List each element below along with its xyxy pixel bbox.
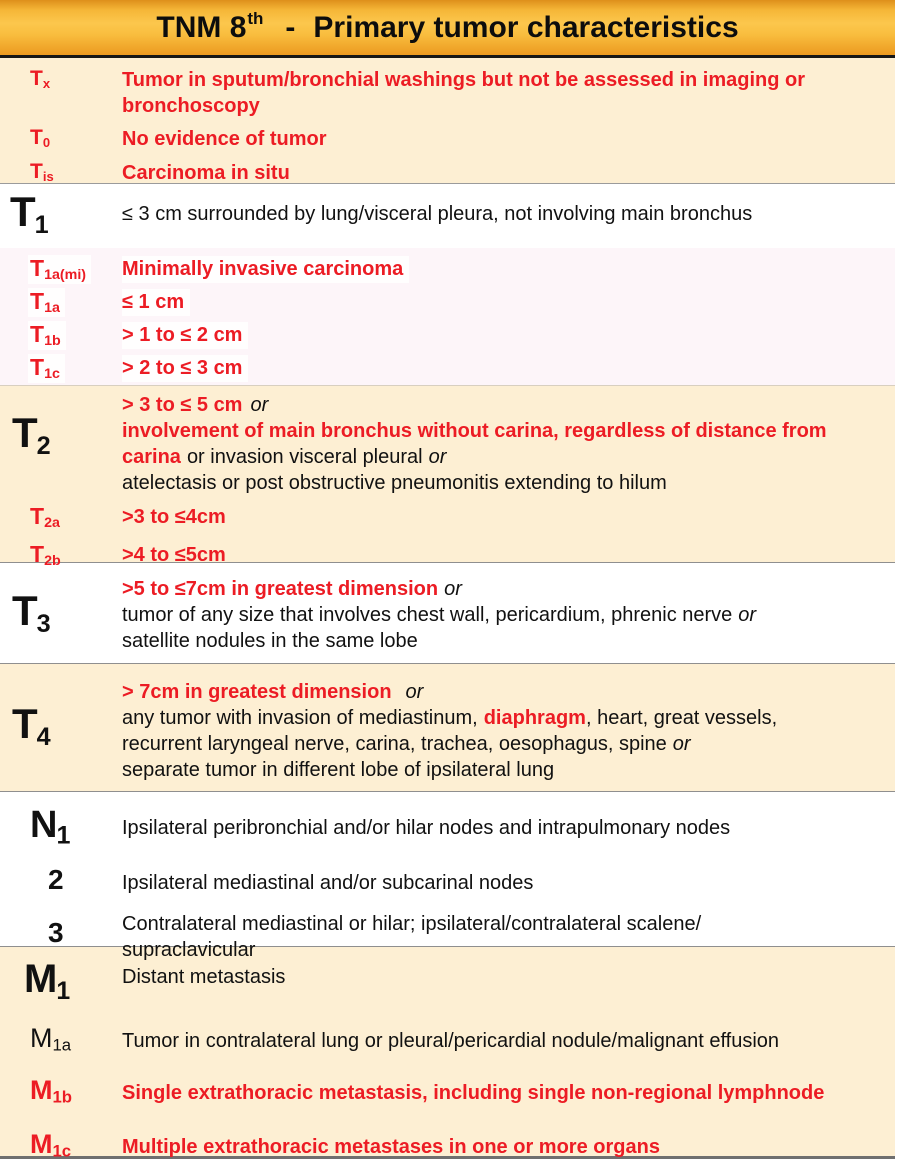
label-subscript: 0	[42, 134, 51, 150]
label-base: T	[30, 353, 45, 380]
section-t3	[0, 562, 895, 663]
table-row	[0, 863, 895, 896]
desc-line: Contralateral mediastinal or hilar; ipsilateral/contralateral scalene/	[122, 912, 702, 935]
section-t2	[0, 385, 895, 569]
title-superscript: th	[247, 8, 264, 28]
table-row	[0, 806, 895, 849]
section-t1-subcategories	[0, 248, 895, 385]
desc-tx	[122, 67, 895, 119]
label-subscript: 1b	[52, 1087, 73, 1107]
row-label-t2	[0, 392, 122, 459]
desc-t0	[122, 126, 895, 152]
desc-line: satellite nodules in the same lobe	[122, 630, 418, 652]
label-base: 2	[48, 863, 64, 895]
label-base: M	[30, 1128, 53, 1159]
row-label-tx	[0, 67, 122, 92]
desc-t1	[122, 184, 895, 227]
label-subscript: 2b	[44, 552, 61, 569]
row-label-tis	[0, 160, 122, 185]
table-row	[0, 392, 895, 496]
label-base: T	[30, 126, 43, 149]
label-base: T	[30, 320, 45, 347]
label-base: T	[12, 587, 37, 634]
desc-line: any tumor with invasion of mediastinum, diaphragm, heart, great vessels,	[122, 707, 778, 729]
label-subscript: 1	[56, 821, 71, 850]
table-row	[0, 286, 895, 319]
label-base: M	[30, 1075, 53, 1106]
desc-line: > 7cm in greatest dimension or	[122, 681, 424, 703]
desc-t1ami	[122, 256, 895, 283]
table-row	[0, 160, 895, 186]
label-subscript: 1b	[44, 332, 61, 349]
table-row	[0, 679, 895, 783]
title-dash: -	[285, 10, 296, 44]
label-subscript: 2	[36, 432, 51, 461]
row-label-t1a	[0, 288, 122, 318]
desc-line: involvement of main bronchus without carina, regardless of distance from	[122, 420, 827, 442]
table-row	[0, 253, 895, 286]
desc-m1b	[122, 1077, 895, 1106]
desc-line: No evidence of tumor	[122, 128, 327, 150]
desc-t4	[122, 679, 895, 783]
desc-tis	[122, 160, 895, 186]
section-tx-t0-tis	[0, 58, 895, 183]
title-subtitle: Primary tumor characteristics	[313, 10, 739, 44]
title-edition: TNM 8	[156, 10, 247, 44]
desc-line: Ipsilateral peribronchial and/or hilar nodes and intrapulmonary nodes	[122, 817, 731, 839]
label-base: T	[30, 287, 45, 314]
label-subscript: 1c	[44, 365, 60, 382]
desc-line: Distant metastasis	[122, 966, 286, 988]
label-subscript: x	[42, 75, 51, 91]
desc-t3	[122, 576, 895, 654]
desc-t1c	[122, 355, 895, 382]
label-base: M	[30, 1022, 53, 1053]
label-subscript: 1	[34, 211, 49, 240]
desc-line: > 3 to ≤ 5 cm or	[122, 394, 269, 416]
label-base: T	[30, 254, 45, 281]
table-row	[0, 1128, 895, 1159]
table-row	[0, 576, 895, 654]
desc-line: >4 to ≤5cm	[122, 544, 226, 566]
label-base: N	[30, 804, 57, 846]
row-label-t4	[0, 679, 122, 750]
desc-m1c	[122, 1131, 895, 1159]
desc-line: Single extrathoracic metastasis, including single non-regional lymphnode	[122, 1082, 825, 1105]
desc-line: > 1 to ≤ 2 cm	[122, 322, 248, 349]
table-row	[0, 184, 895, 238]
row-label-t1ami	[0, 255, 122, 285]
label-subscript: is	[42, 168, 54, 184]
row-label-n3	[0, 909, 122, 947]
row-label-m1	[0, 959, 122, 1005]
row-label-t0	[0, 126, 122, 151]
row-label-t1b	[0, 321, 122, 351]
desc-t1b	[122, 322, 895, 349]
desc-line: > 2 to ≤ 3 cm	[122, 355, 248, 382]
label-subscript: 1a(mi)	[44, 266, 87, 283]
table-row	[0, 126, 895, 152]
desc-n3	[122, 909, 895, 963]
row-label-n1	[0, 806, 122, 849]
section-t1	[0, 183, 895, 248]
desc-line: >5 to ≤7cm in greatest dimension or	[122, 578, 462, 600]
desc-n2	[122, 866, 895, 896]
table-row	[0, 500, 895, 534]
row-label-m1b	[0, 1077, 122, 1106]
label-base: T	[10, 188, 35, 235]
desc-line: Tumor in contralateral lung or pleural/pericardial nodule/malignant effusion	[122, 1029, 780, 1052]
table-row	[0, 352, 895, 385]
desc-line: bronchoscopy	[122, 95, 260, 117]
label-base: 3	[48, 916, 64, 948]
label-base: T	[30, 502, 45, 529]
label-base: T	[12, 700, 37, 747]
row-label-t2b	[0, 541, 122, 570]
row-label-t1	[0, 184, 122, 238]
desc-line: Multiple extrathoracic metastases in one or more organs	[122, 1135, 660, 1158]
desc-line: Minimally invasive carcinoma	[122, 256, 409, 283]
header-bar	[0, 0, 895, 58]
page-title	[156, 8, 739, 45]
desc-n1	[122, 806, 895, 841]
table-row	[0, 1077, 895, 1106]
label-base: M	[24, 957, 57, 1001]
desc-line: ≤ 1 cm	[122, 289, 190, 316]
desc-line: Carcinoma in situ	[122, 162, 290, 184]
desc-t2a	[122, 504, 895, 530]
section-t4	[0, 663, 895, 791]
label-subscript: 1a	[44, 299, 60, 316]
table-row	[0, 1022, 895, 1055]
desc-line: carina or invasion visceral pleural or	[122, 446, 447, 468]
section-m	[0, 946, 895, 1159]
label-base: T	[30, 67, 43, 90]
desc-line: >3 to ≤4cm	[122, 506, 226, 528]
label-subscript: 4	[36, 723, 51, 752]
desc-line: Tumor in sputum/bronchial washings but not be assessed in imaging or	[122, 69, 806, 91]
row-label-t2a	[0, 503, 122, 532]
desc-line: recurrent laryngeal nerve, carina, trachea, oesophagus, spine or	[122, 733, 691, 755]
desc-line: separate tumor in different lobe of ipsilateral lung	[122, 759, 555, 781]
row-label-n2	[0, 863, 122, 895]
desc-t1a	[122, 289, 895, 316]
row-label-t3	[0, 576, 122, 637]
table-row	[0, 319, 895, 352]
desc-m1	[122, 959, 895, 990]
label-subscript: 2a	[44, 514, 60, 531]
label-subscript: 1c	[52, 1141, 72, 1159]
section-n	[0, 791, 895, 961]
desc-line: Ipsilateral mediastinal and/or subcarinal nodes	[122, 871, 534, 894]
label-base: T	[30, 540, 45, 567]
table-row	[0, 909, 895, 963]
table-row	[0, 959, 895, 1005]
desc-line: ≤ 3 cm surrounded by lung/visceral pleura, not involving main bronchus	[122, 203, 753, 225]
row-label-t1c	[0, 354, 122, 384]
label-subscript: 3	[36, 610, 51, 639]
label-subscript: 1	[56, 977, 71, 1005]
row-label-m1c	[0, 1128, 122, 1159]
desc-m1a	[122, 1025, 895, 1054]
desc-t2b	[122, 542, 895, 568]
desc-line: supraclavicular	[122, 938, 256, 961]
desc-line: atelectasis or post obstructive pneumonitis extending to hilum	[122, 472, 667, 494]
desc-line: tumor of any size that involves chest wall, pericardium, phrenic nerve or	[122, 604, 757, 626]
row-label-m1a	[0, 1022, 122, 1055]
label-subscript: 1a	[52, 1035, 72, 1055]
table-row	[0, 538, 895, 572]
table-row	[0, 67, 895, 119]
label-base: T	[12, 409, 37, 456]
label-base: T	[30, 160, 43, 183]
desc-t2	[122, 392, 895, 496]
